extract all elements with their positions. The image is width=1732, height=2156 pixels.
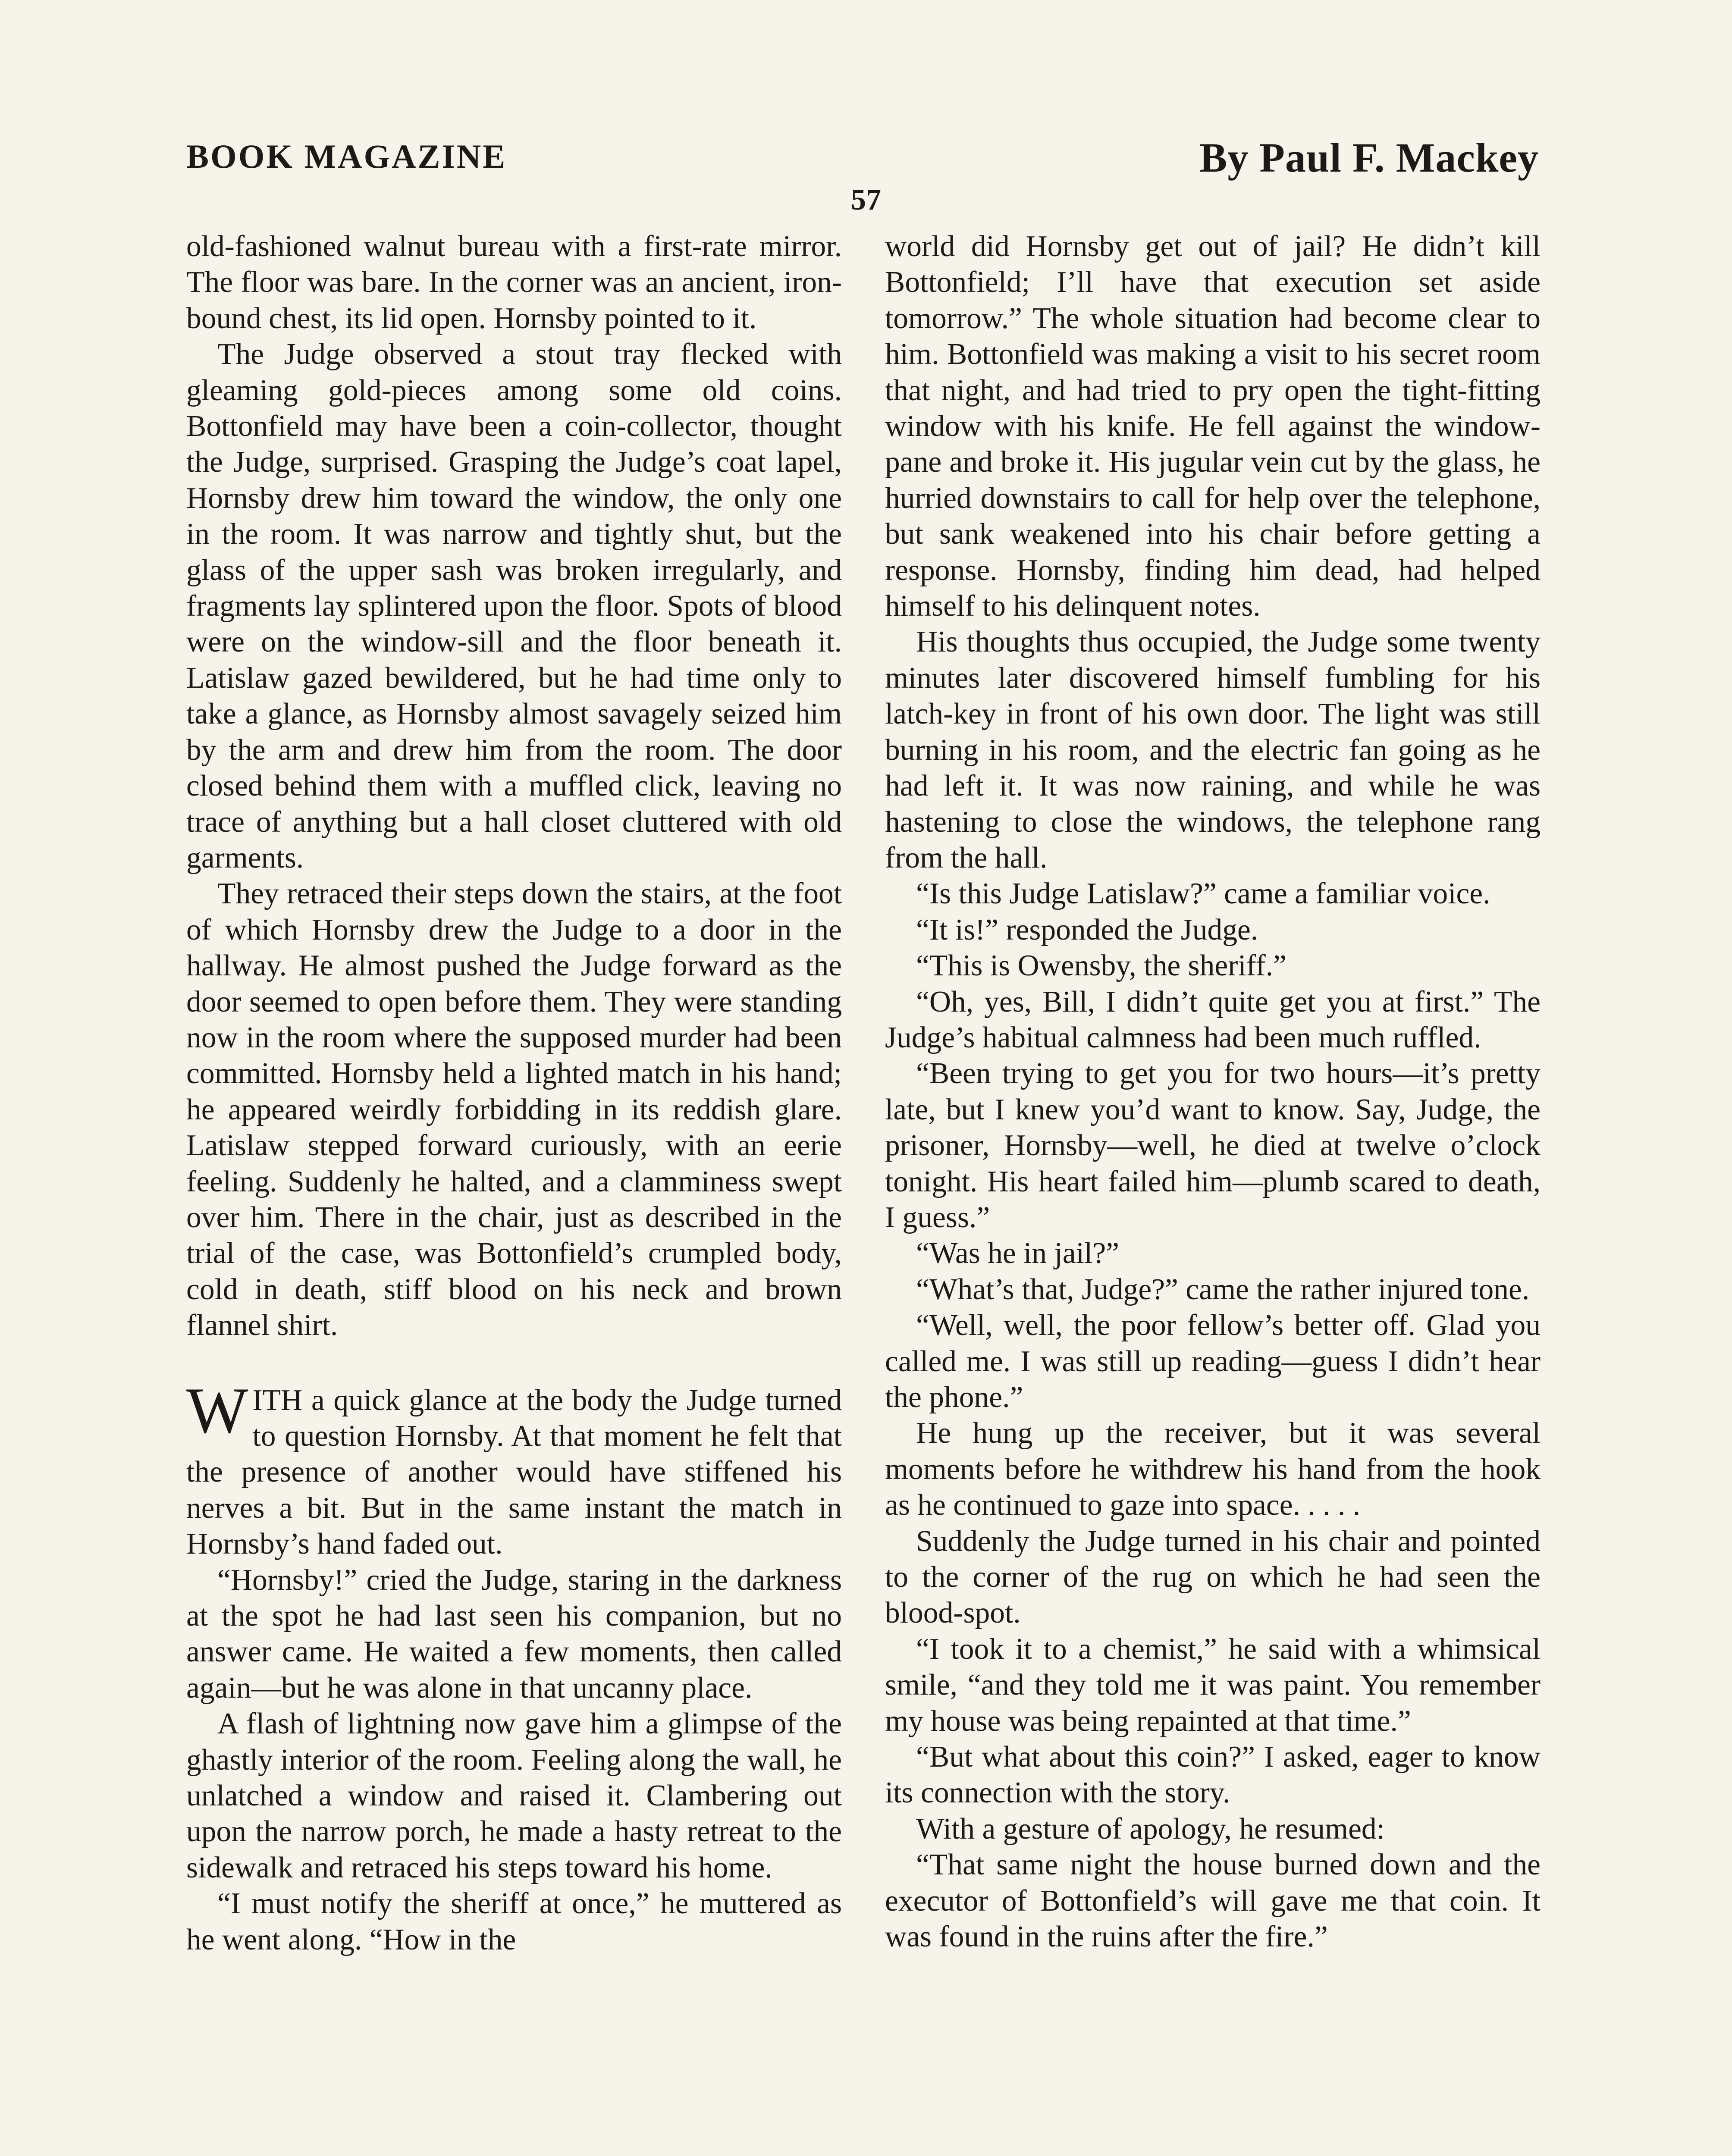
paragraph: “Is this Judge Latislaw?” came a familiar voice. xyxy=(916,877,1490,911)
dropcap-paragraph xyxy=(186,1374,842,1562)
paragraph: They retraced their steps down the stairs, at the foot of which Hornsby drew the Judge to a door in the hallway. He almost pushed the Judge forward as the door seemed to open before them. They were standing now in the room where the supposed murder had been committed. Hornsby held a lighted match in his hand; he appeared weirdly forbidding in its reddish glare. Latislaw stepped forward curiously, with an eerie feeling. Suddenly he halted, and a clamminess swept over him. There in the chair, just as described in the trial of the case, was Bottonfield’s crumpled body, cold in death, stiff blood on his neck and brown flannel shirt. xyxy=(186,877,842,1342)
paragraph: “Well, well, the poor fellow’s better off. Glad you called me. I was still up reading—guess I didn’t hear the phone.” xyxy=(885,1309,1541,1414)
paragraph: He hung up the receiver, but it was several moments before he withdrew his hand from the hook as he continued to gaze into space. . . . . xyxy=(885,1416,1541,1522)
paragraph: “What’s that, Judge?” came the rather injured tone. xyxy=(916,1272,1530,1306)
paragraph: “Hornsby!” cried the Judge, staring in the darkness at the spot he had last seen his companion, but no answer came. He waited a few moments, then called again—but he was alone in that uncanny place. xyxy=(186,1563,842,1705)
paragraph: “Been trying to get you for two hours—it’s pretty late, but I knew you’d want to know. Say, Judge, the prisoner, Hornsby—well, he died at twelve o’clock tonight. His heart failed him—plumb scared to death, I guess.” xyxy=(885,1057,1541,1234)
paragraph: His thoughts thus occupied, the Judge some twenty minutes later discovered himself fumbling for his latch-key in front of his own door. The light was still burning in his room, and the electric fan going as he had left it. It was now raining, and while he was hastening to close the windows, the telephone rang from the hall. xyxy=(885,625,1541,874)
paragraph: Suddenly the Judge turned in his chair and pointed to the corner of the rug on which he had seen the blood-spot. xyxy=(885,1524,1541,1630)
paragraph: “That same night the house burned down and the executor of Bottonfield’s will gave me that coin. It was found in the ruins after the fire.” xyxy=(885,1848,1541,1954)
paragraph: “I must notify the sheriff at once,” he muttered as he went along. “How in the xyxy=(186,1887,842,1956)
paragraph: “I took it to a chemist,” he said with a whimsical smile, “and they told me it was paint. You remember my house was being repainted at that time.” xyxy=(885,1632,1541,1738)
left-column xyxy=(186,229,842,1958)
page-number: 57 xyxy=(851,183,881,216)
paragraph: With a gesture of apology, he resumed: xyxy=(916,1812,1385,1846)
paragraph: “But what about this coin?” I asked, eager to know its connection with the story. xyxy=(885,1740,1541,1810)
paragraph: “Was he in jail?” xyxy=(916,1237,1120,1270)
paragraph: “It is!” responded the Judge. xyxy=(916,913,1258,946)
dropcap-paragraph-text: ITH a quick glance at the body the Judge turned to question Hornsby. At that moment he felt that the presence of another would have stiffened his nerves a bit. But in the same instant the match in Hornsby’s hand faded out. xyxy=(186,1383,842,1561)
paragraph: world did Hornsby get out of jail? He didn’t kill Bottonfield; I’ll have that execution set aside tomorrow.” The whole situation had become clear to him. Bottonfield was making a visit to his secret room that night, and had tried to pry open the tight-fitting window with his knife. He fell against the window-pane and broke it. His jugular vein cut by the glass, he hurried downstairs to call for help over the telephone, but sank weakened into his chair before getting a response. Hornsby, finding him dead, had helped himself to his delinquent notes. xyxy=(885,230,1541,623)
paragraph: The Judge observed a stout tray flecked with gleaming gold-pieces among some old coins. Bottonfield may have been a coin-collector, thought the Judge, surprised. Grasping the Judge’s coat lapel, Hornsby drew him toward the window, the only one in the room. It was narrow and tightly shut, but the glass of the upper sash was broken irregularly, and fragments lay splintered upon the floor. Spots of blood were on the window-sill and the floor beneath it. Latislaw gazed bewildered, but he had time only to take a glance, as Hornsby almost savagely seized him by the arm and drew him from the room. The door closed behind them with a muffled click, leaving no trace of anything but a hall closet cluttered with old garments. xyxy=(186,338,842,874)
magazine-title: BOOK MAGAZINE xyxy=(186,138,507,175)
right-column xyxy=(885,229,1541,1955)
running-header xyxy=(186,137,1539,185)
paragraph: A flash of lightning now gave him a glimpse of the ghastly interior of the room. Feeling along the wall, he unlatched a window and raised it. Clambering out upon the narrow porch, he made a hasty retreat to the sidewalk and retraced his steps toward his home. xyxy=(186,1707,842,1884)
drop-cap: W xyxy=(186,1374,248,1447)
author-byline: By Paul F. Mackey xyxy=(1199,135,1539,181)
paragraph: “This is Owensby, the sheriff.” xyxy=(916,949,1286,983)
paragraph: old-fashioned walnut bureau with a first-rate mirror. The floor was bare. In the corner was an ancient, iron-bound chest, its lid open. Hornsby pointed to it. xyxy=(186,230,842,335)
paragraph: “Oh, yes, Bill, I didn’t quite get you at first.” The Judge’s habitual calmness had been much ruffled. xyxy=(885,985,1541,1054)
